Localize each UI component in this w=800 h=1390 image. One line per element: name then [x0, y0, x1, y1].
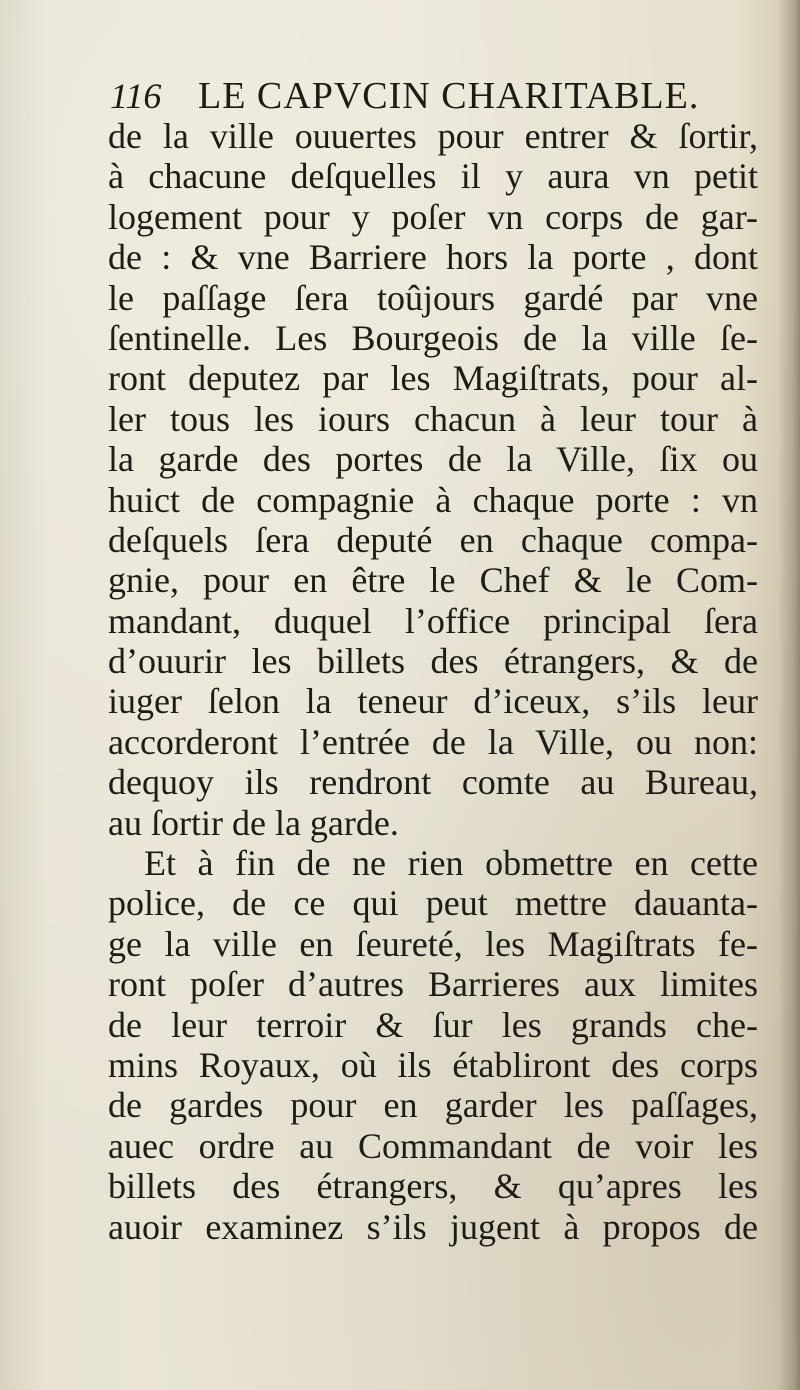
- text-line-16: accorderont l’entrée de la Ville, ou non:: [108, 721, 758, 762]
- text-line-22: ront poſer d’autres Barrieres aux limites: [108, 964, 758, 1005]
- text-line-7: ront deputez par les Magiſtrats, pour al-: [108, 358, 758, 399]
- text-line-1: de la ville ouuertes pour entrer & ſortir,: [108, 116, 758, 156]
- text-line-3: logement pour y poſer vn corps de gar-: [108, 196, 758, 237]
- text-line-9: la garde des portes de la Ville, ſix ou: [108, 439, 758, 480]
- text-line-12: gnie, pour en être le Chef & le Com-: [108, 560, 758, 601]
- text-line-18: au ſortir de la garde.: [108, 802, 399, 843]
- text-line-17: dequoy ils rendront comte au Bureau,: [108, 762, 758, 803]
- text-line-23: de leur terroir & ſur les grands che-: [108, 1004, 758, 1045]
- text-line-8: ler tous les iours chacun à leur tour à: [108, 398, 758, 439]
- text-line-21: ge la ville en ſeureté, les Magiſtrats fe-: [108, 923, 758, 964]
- page-number: 116: [110, 76, 162, 116]
- text-line-13: mandant, duquel l’office principal ſera: [108, 600, 758, 641]
- text-line-14: d’ouurir les billets des étrangers, & de: [108, 641, 758, 682]
- text-line-15: iuger ſelon la teneur d’iceux, s’ils leur: [108, 681, 758, 722]
- text-line-24: mins Royaux, où ils établiront des corps: [108, 1044, 758, 1085]
- page-gutter-shadow: [778, 0, 800, 1390]
- text-line-20: police, de ce qui peut mettre dauanta-: [108, 883, 758, 924]
- body-text: [108, 116, 758, 1247]
- text-line-10: huict de compagnie à chaque porte : vn: [108, 479, 758, 520]
- text-line-26: auec ordre au Commandant de voir les: [108, 1125, 758, 1166]
- text-line-6: ſentinelle. Les Bourgeois de la ville ſe-: [108, 317, 758, 358]
- text-line-28: auoir examinez s’ils jugent à propos de: [108, 1206, 758, 1247]
- text-line-4: de : & vne Barriere hors la porte , dont: [108, 237, 758, 278]
- running-title: LE CAPVCIN CHARITABLE.: [198, 75, 700, 117]
- text-line-2: à chacune deſquelles il y aura vn petit: [108, 156, 758, 197]
- text-line-27: billets des étrangers, & qu’apres les: [108, 1166, 758, 1207]
- page-header: [110, 70, 770, 122]
- text-line-19: Et à fin de ne rien obmettre en cette: [144, 843, 758, 884]
- text-line-25: de gardes pour en garder les paſſages,: [108, 1085, 758, 1126]
- text-line-11: deſquels ſera deputé en chaque compa-: [108, 519, 758, 560]
- text-line-5: le paſſage ſera toûjours gardé par vne: [108, 277, 758, 318]
